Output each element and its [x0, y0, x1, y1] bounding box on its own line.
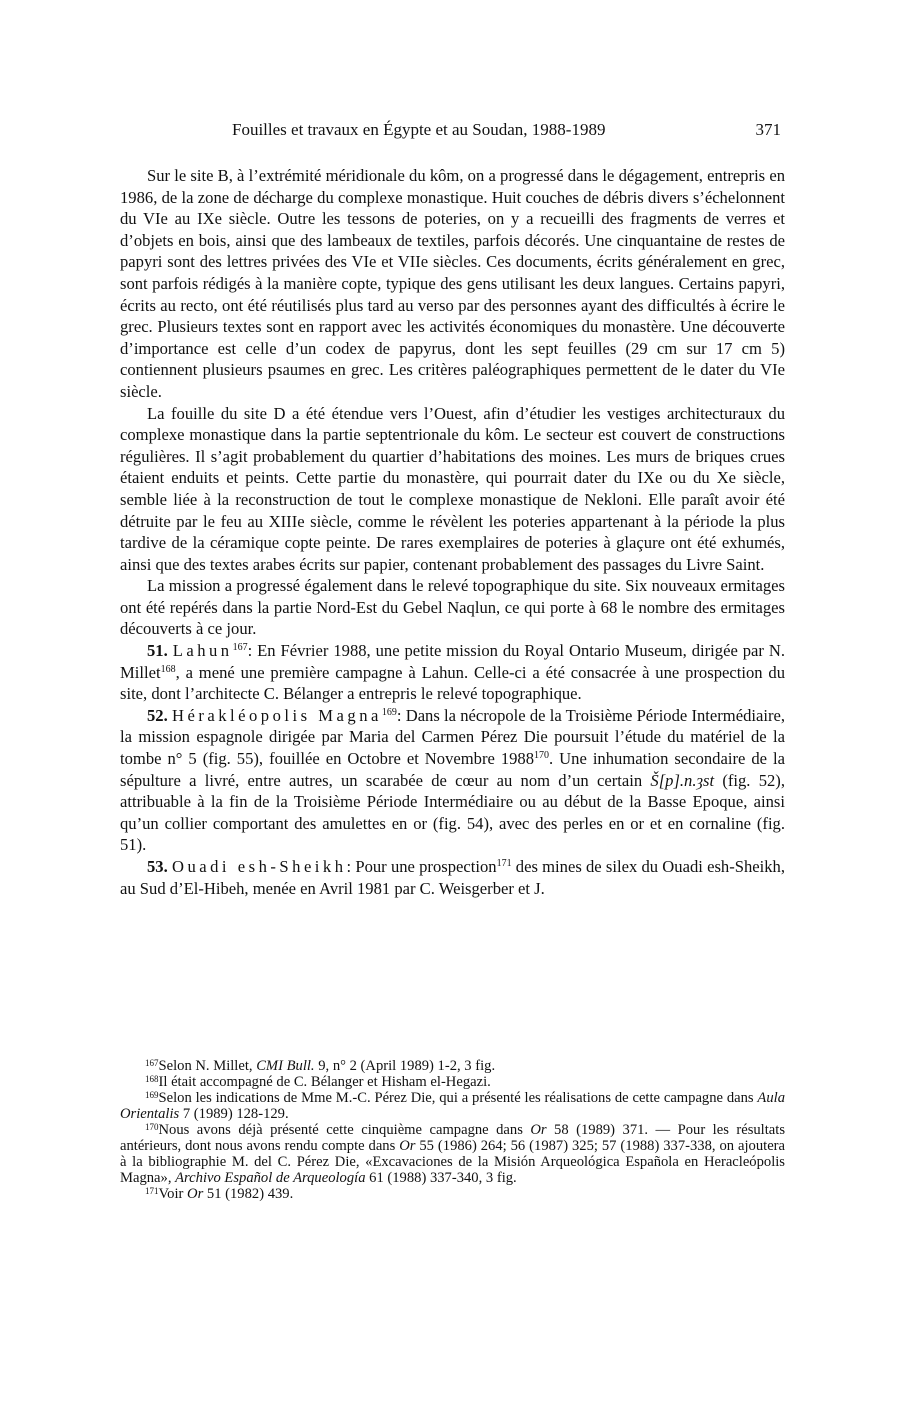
footnote-168: [120, 1074, 785, 1090]
footnote-number: 169: [145, 1090, 159, 1100]
entry-number: 51.: [147, 641, 168, 661]
footnote-text: 51 (1982) 439.: [203, 1186, 294, 1202]
entry-53: [120, 856, 785, 899]
entry-text: : En Février 1988, une petite mission du Royal Ontario Museum, dirigée par N. Millet: [120, 641, 785, 682]
entry-text: , a mené une première campagne à Lahun. Celle-ci a été consacrée à une prospection du site, dont l’architecte C. Bélanger a entrepris le relevé topographique.: [120, 662, 785, 704]
footnote-ref: 171: [496, 858, 512, 869]
transliterated-name: Š[p].n.ȝst: [650, 770, 715, 790]
place-name: Hérakléopolis Magna: [171, 705, 382, 725]
footnote-171: [120, 1186, 785, 1202]
entry-number: 52.: [147, 705, 168, 725]
footnote-text: 9, n° 2 (April 1989) 1-2, 3 fig.: [314, 1058, 496, 1074]
main-text: [120, 165, 785, 899]
footnote-ref: 170: [534, 750, 550, 762]
footnote-text: Selon N. Millet,: [158, 1058, 257, 1074]
entry-text: (fig. 52), attribuable à la fin de la Troisième Période Intermédiaire ou au début de la Basse Epoque, ainsi qu’un collier comportant des amulettes en or (fig. 54), avec des perles en or et en cornaline (fig. 51).: [120, 770, 785, 855]
entry-number: 53.: [147, 857, 168, 876]
footnote-167: [120, 1058, 785, 1074]
paragraph-topography: La mission a progressé également dans le relevé topographique du site. Six nouveaux ermitages ont été repérés dans la partie Nord-Est du Gebel Naqlun, ce qui porte à 68 le nombre des ermitages découverts à ce jour.: [120, 576, 785, 639]
footnote-italic: Or: [187, 1186, 204, 1202]
footnote-text: 55 (1986) 264; 56 (1987) 325; 57 (1988) 337-338, on ajoutera à la bibliographie M. del C. Pérez Die, «Excavaciones de la Misión Arqueológica Española en Heracleópolis Magna»,: [120, 1138, 786, 1186]
footnote-text: Il était accompagné de C. Bélanger et Hisham el-Hegazi.: [158, 1074, 491, 1090]
entry-text: : Pour une prospection: [346, 857, 497, 876]
footnote-number: 171: [145, 1186, 159, 1196]
footnote-ref: 167: [232, 642, 248, 654]
place-name: Lahun: [172, 641, 233, 661]
entry-text: : Dans la nécropole de la Troisième Période Intermédiaire, la mission espagnole dirigée par Maria del Carmen Pérez Die poursuit l’étude du matériel de la tombe n° 5 (fig. 55), fouillée en Octobre et Novembre 1988: [120, 705, 786, 769]
footnote-170: [120, 1122, 785, 1186]
footnote-ref: 169: [381, 706, 397, 718]
entry-51: [120, 640, 785, 705]
place-name: Ouadi esh-Sheikh: [171, 857, 347, 876]
footnote-text: 7 (1989) 128-129.: [179, 1106, 289, 1122]
footnote-italic: Or: [530, 1122, 547, 1138]
footnote-number: 170: [145, 1122, 159, 1132]
footnote-text: 61 (1988) 337-340, 3 fig.: [365, 1170, 517, 1186]
footnote-number: 168: [145, 1074, 159, 1084]
footnote-italic: CMI Bull.: [256, 1058, 315, 1074]
footnote-text: Nous avons déjà présenté cette cinquième campagne dans: [158, 1122, 531, 1138]
page-number: 371: [755, 120, 781, 139]
footnote-italic: Aula Orientalis: [120, 1090, 785, 1122]
footnote-text: 58 (1989) 371. — Pour les résultats antérieurs, dont nous avons rendu compte dans: [120, 1122, 785, 1154]
footnote-number: 167: [145, 1058, 159, 1068]
footnote-ref: 168: [160, 663, 176, 675]
paragraph-site-b: Sur le site B, à l’extrémité méridionale du kôm, on a progressé dans le dégagement, entrepris en 1986, de la zone de décharge du complexe monastique. Huit couches de débris divers s’échelonnent du VIe au IXe siècle. Outre les tessons de poteries, on y a recueilli des fragments de verres et d’objets en bois, ainsi que des lambeaux de textiles, parfois décorés. Une cinquantaine de restes de papyri sont des lettres privées des VIe et VIIe siècles. Ces documents, écrits généralement en grec, sont parfois rédigés à la manière copte, typique des gens utilisant les deux langues. Certains papyri, écrits au recto, ont été réutilisés plus tard au verso par des personnes ayant des difficultés à écrire le grec. Plusieurs textes sont en rapport avec les activités économiques du monastère. Une découverte d’importance est celle d’un codex de papyrus, dont les sept feuilles (29 cm sur 17 cm 5) contiennent plusieurs psaumes en grec. Les critères paléographiques permettent de le dater du VIe siècle.: [120, 166, 785, 401]
running-title: Fouilles et travaux en Égypte et au Soudan, 1988-1989: [232, 120, 606, 139]
footnote-italic: Archivo Español de Arqueología: [175, 1170, 366, 1186]
entry-52: [120, 705, 785, 856]
footnote-169: [120, 1090, 785, 1122]
entry-text: des mines de silex du Ouadi esh-Sheikh, au Sud d’El-Hibeh, menée en Avril 1981 par C. Weisgerber et J.: [120, 857, 785, 898]
entry-text: . Une inhumation secondaire de la sépulture a livré, entre autres, un scarabée de cœur au nom d’un certain: [120, 749, 785, 790]
footnotes: [120, 1058, 785, 1202]
footnote-text: Voir: [158, 1186, 188, 1202]
footnote-italic: Or: [399, 1138, 416, 1154]
footnote-text: Selon les indications de Mme M.-C. Pérez Die, qui a présenté les réalisations de cette campagne dans: [158, 1090, 758, 1106]
paragraph-site-d: La fouille du site D a été étendue vers l’Ouest, afin d’étudier les vestiges architecturaux du complexe monastique dans la partie septentrionale du kôm. Le secteur est couvert de constructions régulières. Il s’agit probablement du quartier d’habitations des moines. Les murs de briques crues étaient enduits et peints. Cette partie du monastère, qui pourrait dater du IXe ou du Xe siècle, semble liée à la reconstruction de tout le complexe monastique de Nekloni. Elle paraît avoir été détruite par le feu au XIIIe siècle, comme le révèlent les poteries appartenant à la période la plus tardive de la céramique copte peinte. De rares exemplaires de poteries à glaçure ont été exhumés, ainsi que des textes arabes écrits sur papier, contenant probablement des passages du Livre Saint.: [120, 403, 785, 574]
